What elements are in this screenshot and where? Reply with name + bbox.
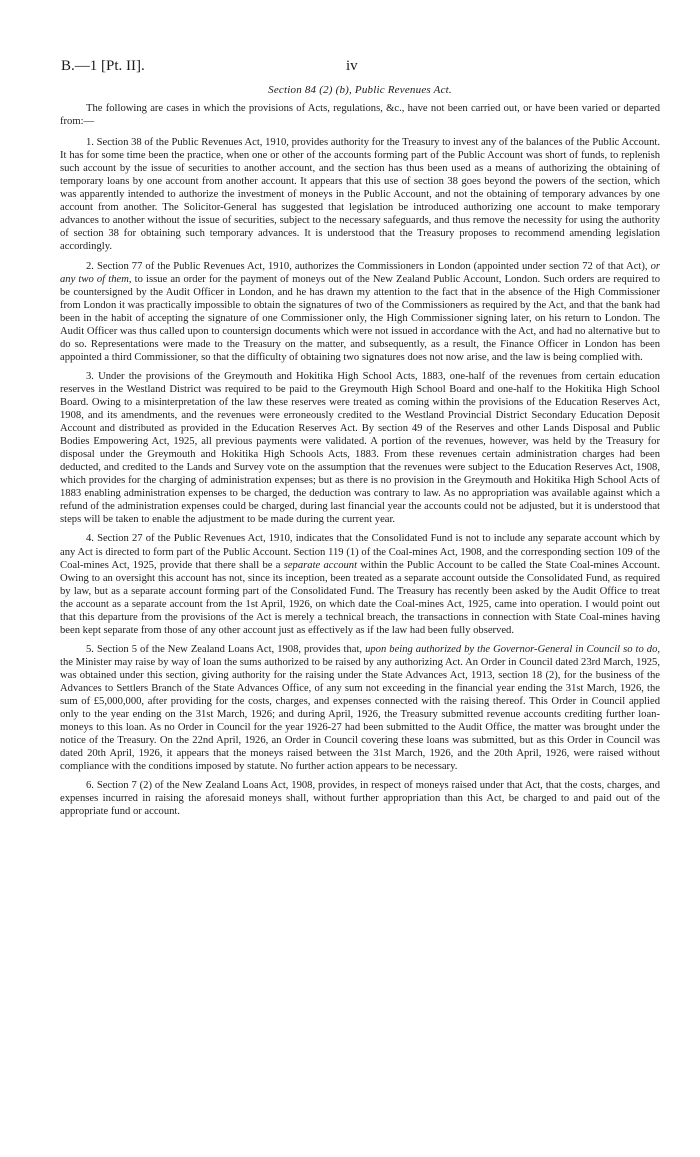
page-number: iv xyxy=(346,58,358,74)
paragraph-1-text: 1. Section 38 of the Public Revenues Act, 1910, provides authority for the Treasury to invest any of the balances of the Public Account. It has for some time been the practice, when one or other of the accounts forming part of the Public Account was short of funds, to replenish such account by the issue of securities to another account, and the section has thus been used as a means of authorizing the obtaining of temporary loans by one account from another account. It appears that this use of section 38 goes beyond the powers of the section, which was apparently intended to authorize the investment of moneys in the Public Account, and not the obtaining of temporary advances by one account from another. The Solicitor-General has suggested that legislation be introduced authorizing one account to make temporary advances to another without the issue of securities, subject to the necessary safeguards, and thus remove the necessity for using the authority of section 38 for obtaining such temporary advances. It is understood that the Treasury proposes to recommend amending legislation accordingly. xyxy=(60,137,660,253)
paragraph-6 xyxy=(60,779,660,818)
paragraph-5-text-b: the Minister may raise by way of loan the sums authorized to be raised by any authorizing Act. An Order in Council dated 23rd March, 1925, was obtained under this section, giving authority for the raising under the State Advances Act, 1913, section 18 (2), for the business of the Advances to Settlers Branch of the State Advances Office, of any sum not exceeding in the financial year ending the 31st March, 1926, the sum of £5,000,000, after providing for the costs, charges, and expenses connected with the raising thereof. This Order in Council applied only to the year ending on the 31st March, 1926; and during April, 1926, the Treasury submitted revenue accounts crediting further loan-moneys to this loan. As no Order in Council for the year 1926-27 had been submitted to the Audit Office, the matter was brought under the notice of the Treasury. On the 22nd April, 1926, an Order in Council covering these loans was submitted, but as this Order in Council was dated 20th April, 1926, it appears that the moneys raised between the 31st March, 1926, and the 20th April, 1926, were raised without compliance with the conditions imposed by statute. No further action appears to be necessary. xyxy=(60,656,660,773)
paragraph-5 xyxy=(60,643,660,773)
paragraph-5-text-a: 5. Section 5 of the New Zealand Loans Act, 1908, provides that, xyxy=(86,643,363,655)
paragraph-2-italic: or any two of them, xyxy=(60,260,660,285)
section-heading: Section 84 (2) (b), Public Revenues Act. xyxy=(268,84,452,96)
paragraph-2-text-a: 2. Section 77 of the Public Revenues Act, 1910, authorizes the Commissioners in London (appointed under section 72 of that Act), xyxy=(86,260,648,272)
paragraph-6-text: 6. Section 7 (2) of the New Zealand Loans Act, 1908, provides, in respect of moneys raised under that Act, that the costs, charges, and expenses incurred in raising the aforesaid moneys shall, without further appropriation than this Act, be charged to and paid out of the appropriate fund or account. xyxy=(60,780,660,818)
paragraph-2 xyxy=(60,260,660,364)
paragraph-1 xyxy=(60,136,660,253)
document-reference: B.—1 [Pt. II]. xyxy=(61,58,145,74)
paragraph-2-text-b: to issue an order for the payment of moneys out of the New Zealand Public Account, London. Such orders are required to be countersigned by the Audit Officer in London, and he has drawn my attention to the fact that in the absence of the High Commissioner from London it was practically impossible to obtain the signatures of two of the Commissioners as required by the Act, and that the bank had been in the habit of accepting the signature of one Commissioner only, the High Commissioner signing later, on his return to London. The Audit Officer was thus called upon to countersign documents which were not issued in accordance with the Act, and had no alternative but to do so. Representations were made to the Treasury on the matter, and subsequently, as a result, the Finance Officer in London has been appointed a third Commissioner, so that the difficulty of obtaining two signatures does not now arise, and the law is being complied with. xyxy=(60,273,660,363)
paragraph-5-italic: upon being authorized by the Governor-General in Council so to do, xyxy=(365,643,661,655)
paragraph-4-text-b: within the Public Account to be called the State Coal-mines Account. Owing to an oversight this account has not, since its inception, been treated as a separate account outside the Consolidated Fund, as required by law, but as a separate account forming part of the Consolidated Fund. The Treasury has recently been asked by the Audit Office to treat the account as a separate account from the 1st April, 1926, on which date the Coal-mines Act, 1925, came into operation. I would point out that this departure from the provisions of the Act is merely a technical breach, the transactions in connection with State Coal-mines having been kept separate from those of any other account just as effectively as if the law had been fully observed. xyxy=(60,559,661,636)
paragraph-3 xyxy=(60,370,660,527)
paragraph-4 xyxy=(60,532,660,636)
paragraph-4-text-a: 4. Section 27 of the Public Revenues Act, 1910, indicates that the Consolidated Fund is not to include any separate account which by any Act is directed to form part of the Public Account. Section 119 (1) of the Coal-mines Act, 1908, and the corresponding section 109 of the Coal-mines Act, 1925, provide that there shall be a xyxy=(60,533,660,571)
paragraph-4-italic: separate account xyxy=(283,559,358,571)
paragraph-3-text: 3. Under the provisions of the Greymouth and Hokitika High School Acts, 1883, one-half of the revenues from certain education reserves in the Westland District was required to be paid to the Greymouth High School Board and one-half to the Hokitika High School Board. Owing to a misinterpretation of the law these reserves were treated as coming within the provisions of the Education Reserves Act, 1908, and its amendments, and the revenues were erroneously credited to the Westland Provincial District Secondary Education Deposit Account and distributed as provided in the Education Reserves Act. By section 49 of the Reserves and other Lands Disposal and Public Bodies Empowering Act, 1925, all previous payments were validated. A portion of the revenues, however, was held by the Treasury for disposal under the Greymouth and Hokitika High Schools Acts, 1883. From these revenues certain administration charges had been deducted, and credited to the Lands and Survey vote on the assumption that the revenues were subject to the Education Reserves Act, 1908, which provides for the charging of administration expenses; but as there is no provision in the Greymouth and Hokitika High School Acts of 1883 enabling administration expenses to be charged, the deduction was contrary to law. As no appropriation was available against which a refund of the administration expenses could be charged, during last financial year the accounts could not be adjusted, but it is understood that steps will be taken to enable the adjustment to be made during the current year. xyxy=(60,370,660,526)
intro-paragraph: The following are cases in which the provisions of Acts, regulations, &c., have not been carried out, or have been varied or departed from:— xyxy=(60,103,660,128)
